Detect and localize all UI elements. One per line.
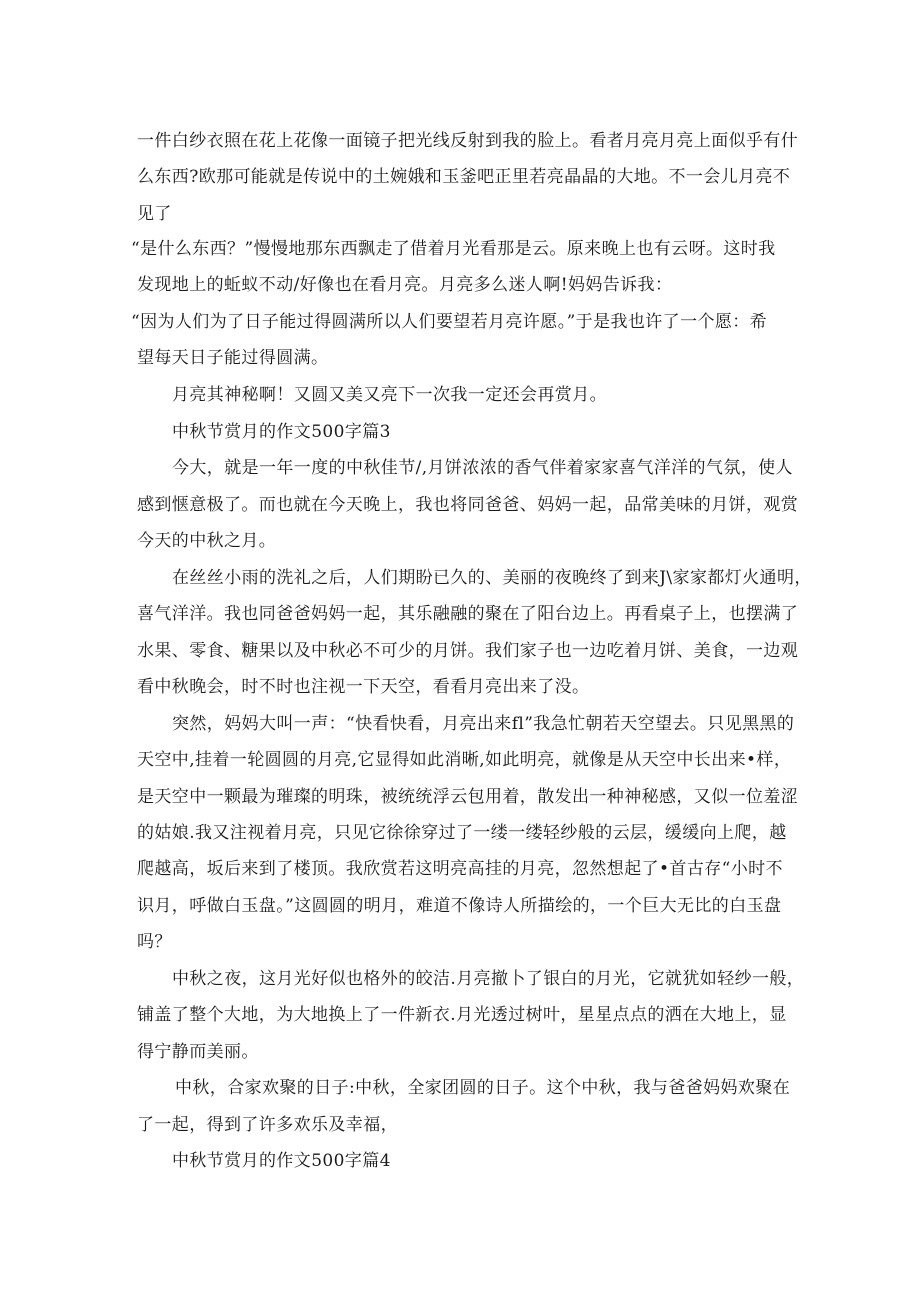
text-line: 中秋，合家欢聚的日子:中秋，全家团圆的日子。这个中秋，我与爸爸妈妈欢聚在 (175, 1078, 791, 1098)
text-line: “因为人们为了日子能过得圆满所以人们要望若月亮许愿。”于是我也许了一个愿：希 (131, 312, 768, 332)
text-line: 今天的中秋之月。 (137, 531, 277, 551)
text-line: 铺盖了整个大地，为大地换上了一件新衣.月光透过树叶，星星点点的洒在大地上，显 (137, 1005, 787, 1025)
text-line: 看中秋晚会，时不时也注视一下天空，看看月亮出来了没。 (137, 677, 590, 697)
text-line: 的姑娘.我又注视着月亮，只见它徐徐穿过了一缕一缕轻纱般的云层，缓缓向上爬，越 (137, 823, 787, 843)
text-line: 天空中,挂着一轮圆圆的月亮,它显得如此消晰,如此明亮，就像是从天空中长出来•样， (137, 750, 792, 770)
text-line: 今大，就是一年一度的中秋佳节/,月饼浓浓的香气伴着家家喜气洋洋的气氛，使人 (172, 458, 793, 478)
text-line: 在丝丝小雨的洗礼之后，人们期盼已久的、美丽的夜晚终了到来J\家家都灯火通明， (172, 568, 812, 588)
text-line: 发现地上的蚯蚁不动/好像也在看月亮。月亮多么迷人啊!妈妈告诉我： (137, 275, 673, 295)
text-line: 突然，妈妈大叫一声：“快看快看，月亮出来fl”我急忙朝若天空望去。只见黑黑的 (172, 714, 795, 734)
text-line: “是什么东西？”慢慢地那东西飘走了借着月光看那是云。原来晚上也有云呀。这时我 (131, 239, 776, 259)
text-line: 感到惬意极了。而也就在今天晚上，我也将同爸爸、妈妈一起，品常美味的月饼，观赏 (137, 495, 799, 515)
text-line: 爬越高，坂后来到了楼顶。我欣赏若这明亮高挂的月亮，忽然想起了•首古存“小时不 (137, 859, 783, 879)
text-line: 中秋之夜，这月光好似也格外的皎洁.月亮撤卜了银白的月光，它就犹如轻纱一般， (172, 969, 805, 989)
text-line: 了一起，得到了许多欢乐及幸福， (137, 1115, 398, 1135)
text-line: 吗？ (137, 932, 172, 952)
text-line: 么东西?欧那可能就是传说中的土婉娥和玉釜吧正里若亮晶晶的大地。不一会儿月亮不 (137, 167, 791, 187)
text-line: 喜气洋洋。我也同爸爸妈妈一起，其乐融融的聚在了阳台边上。再看桌子上，也摆满了 (137, 604, 799, 624)
text-line: 是天空中一颗最为璀璨的明珠，被统统浮云包用着，散发出一种神秘感，又似一位羞涩 (137, 787, 799, 807)
section-heading: 中秋节赏月的作文500字篇4 (172, 1151, 391, 1171)
text-line: 水果、零食、糖果以及中秋必不可少的月饼。我们家子也一边吃着月饼、美食，一边观 (137, 641, 799, 661)
text-line: 识月，呼做白玉盘。”这圆圆的明月，难道不像诗人所描绘的，一个巨大无比的白玉盘 (137, 896, 782, 916)
text-line: 月亮其神秘啊！又圆又美又亮下一次我一定还会再赏月。 (172, 385, 607, 405)
text-line: 得宁静而美丽。 (137, 1042, 259, 1062)
text-line: 一件白纱衣照在花上花像一面镜子把光线反射到我的脸上。看者月亮月亮上面似乎有什 (137, 131, 799, 151)
text-line: 望每天日子能过得圆满。 (137, 348, 329, 368)
section-heading: 中秋节赏月的作文500字篇3 (172, 422, 391, 442)
text-line: 见了 (137, 204, 172, 224)
